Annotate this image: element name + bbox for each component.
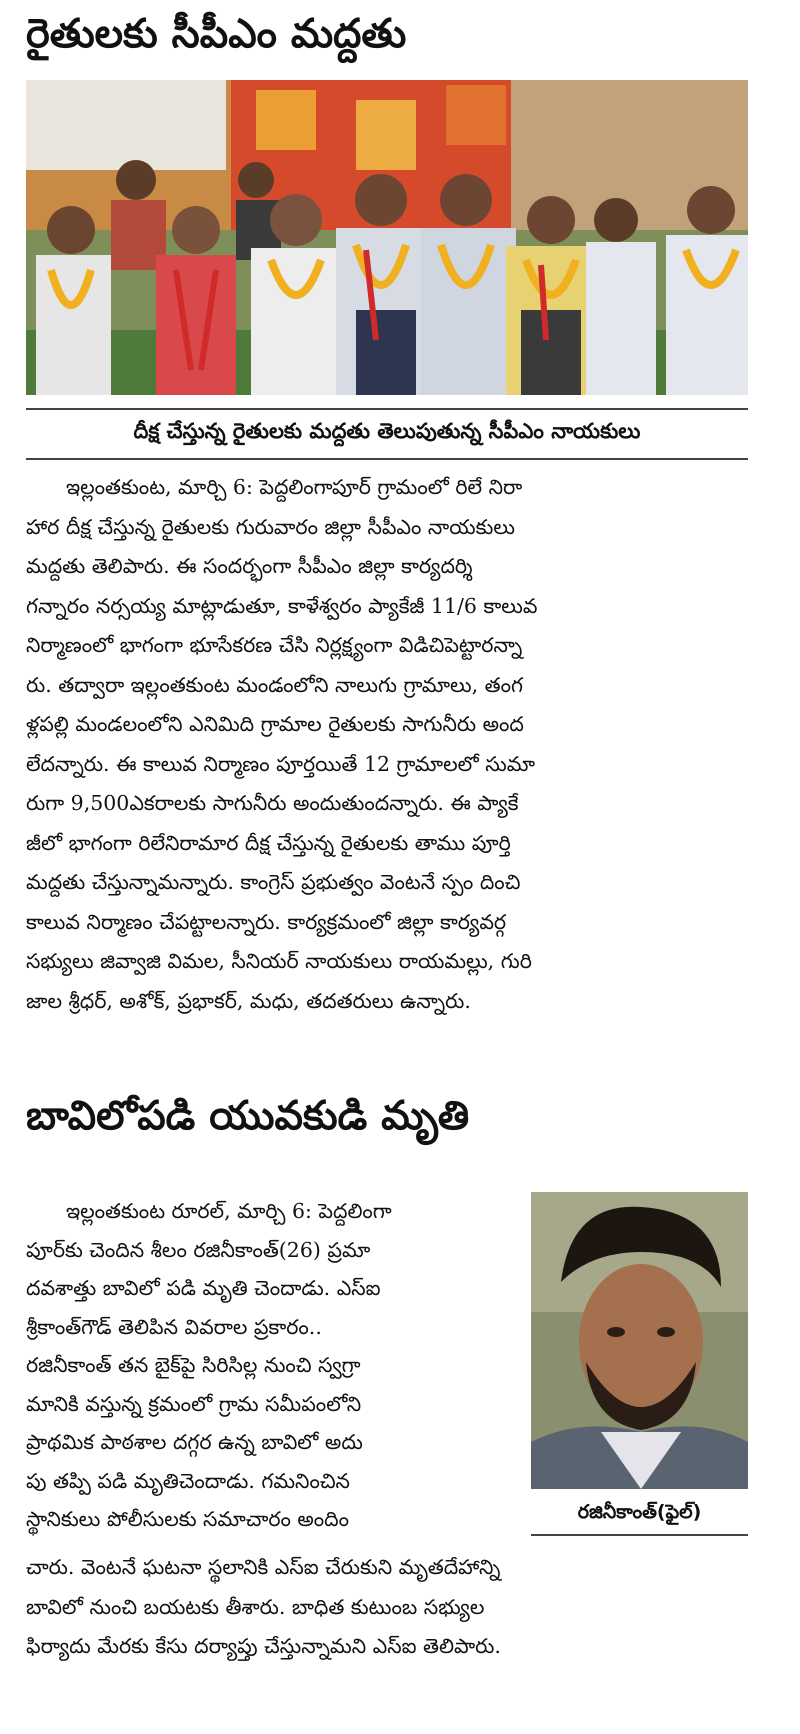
article1-body-line: సభ్యులు జివ్వాజి విమల, సీనియర్ నాయకులు రాయమల్లు, గురి [26, 949, 532, 973]
article2-body-line: దవశాత్తు బావిలో పడి మృతి చెందాడు. ఎస్ఐ [26, 1276, 381, 1300]
article2-body-line: ఫిర్యాదు మేరకు కేసు దర్యాప్తు చేస్తున్నామని ఎస్ఐ తెలిపారు. [26, 1634, 501, 1658]
article1-body-line: కాలువ నిర్మాణం చేపట్టాలన్నారు. కార్యక్రమంలో జిల్లా కార్యవర్గ [26, 909, 507, 934]
article2-body-narrow [26, 1192, 516, 1539]
article2-body-line: రజినీకాంత్ తన బైక్‌పై సిరిసిల్ల నుంచి స్వగ్రా [26, 1353, 361, 1377]
article1-body-line: రుగా 9,500ఎకరాలకు సాగునీరు అందుతుందన్నారు. ఈ ప్యాకే [26, 791, 519, 815]
article1-photo-caption: దీక్ష చేస్తున్న రైతులకు మద్దతు తెలుపుతున్న సీపీఎం నాయకులు [26, 408, 748, 460]
article2-body-line: చారు. వెంటనే ఘటనా స్థలానికి ఎస్ఐ చేరుకుని మృతదేహాన్ని [26, 1555, 501, 1579]
article1-body-line: జీలో భాగంగా రిలేనిరామార దీక్ష చేస్తున్న రైతులకు తాము పూర్తి [26, 830, 511, 855]
cpm-leaders-group-photo [26, 80, 748, 395]
article1-body-line: మద్దతు చేస్తున్నామన్నారు. కాంగ్రెస్ ప్రభుత్వం వెంటనే స్పం దించి [26, 870, 521, 894]
article1-body-line: లేదన్నారు. ఈ కాలువ నిర్మాణం పూర్తయితే 12 గ్రామాలలో సుమా [26, 751, 535, 776]
article2-photo-caption: రజినీకాంత్(ఫైల్) [531, 1494, 748, 1536]
article1-body-line: రు. తద్వారా ఇల్లంతకుంట మండంలోని నాలుగు గ్రామాలు, తంగ [26, 672, 523, 697]
article1-body [26, 468, 748, 1021]
article2-body-line: స్థానికులు పోలీసులకు సమాచారం అందిం [26, 1507, 350, 1531]
article2-body-line: ఇల్లంతకుంట రూరల్, మార్చి 6: పెద్దలింగా [66, 1199, 392, 1223]
article2-body-line: పూర్‌కు చెందిన శీలం రజినీకాంత్(26) ప్రమా [26, 1237, 371, 1262]
article1-headline: రైతులకు సీపీఎం మద్దతు [26, 11, 407, 57]
article2-body-line: పు తప్పి పడి మృతిచెందాడు. గమనించిన [26, 1468, 350, 1493]
article1-body-line: మద్దతు తెలిపారు. ఈ సందర్భంగా సీపీఎం జిల్లా కార్యదర్శి [26, 554, 473, 578]
article1-body-line: హార దీక్ష చేస్తున్న రైతులకు గురువారం జిల్లా సీపీఎం నాయకులు [26, 514, 515, 539]
article2-body-line: శ్రీకాంత్‌గౌడ్ తెలిపిన వివరాల ప్రకారం.. [26, 1314, 322, 1339]
article-youth-death [26, 1090, 748, 1142]
article1-body-line: ళ్లపల్లి మండలంలోని ఎనిమిది గ్రామాల రైతులకు సాగునీరు అంద [26, 712, 524, 736]
article2-body-wide [26, 1548, 748, 1667]
article1-body-line: నిర్మాణంలో భాగంగా భూసేకరణ చేసి నిర్లక్ష్యంగా విడిచిపెట్టారన్నా [26, 633, 523, 657]
article2-body-line: ప్రాథమిక పాఠశాల దగ్గర ఉన్న బావిలో అదు [26, 1430, 363, 1454]
article2-body-line: మానికి వస్తున్న క్రమంలో గ్రామ సమీపంలోని [26, 1391, 362, 1416]
article2-body-line: బావిలో నుంచి బయటకు తీశారు. బాధిత కుటుంబ సభ్యుల [26, 1594, 485, 1619]
article1-body-line: ఇల్లంతకుంట, మార్చి 6: పెద్దలింగాపూర్ గ్రామంలో రిలే నిరా [66, 475, 523, 499]
article1-body-line: గన్నారం నర్సయ్య మాట్లాడుతూ, కాళేశ్వరం ప్యాకేజీ 11/6 కాలువ [26, 593, 538, 618]
article1-body-line: జాల శ్రీధర్, అశోక్, ప్రభాకర్, మధు, తదతరులు ఉన్నారు. [26, 988, 471, 1013]
article2-headline: బావిలోపడి యువకుడి మృతి [26, 1093, 470, 1139]
article-cpm-support [26, 8, 748, 1013]
rajinikanth-portrait-photo [531, 1192, 748, 1489]
